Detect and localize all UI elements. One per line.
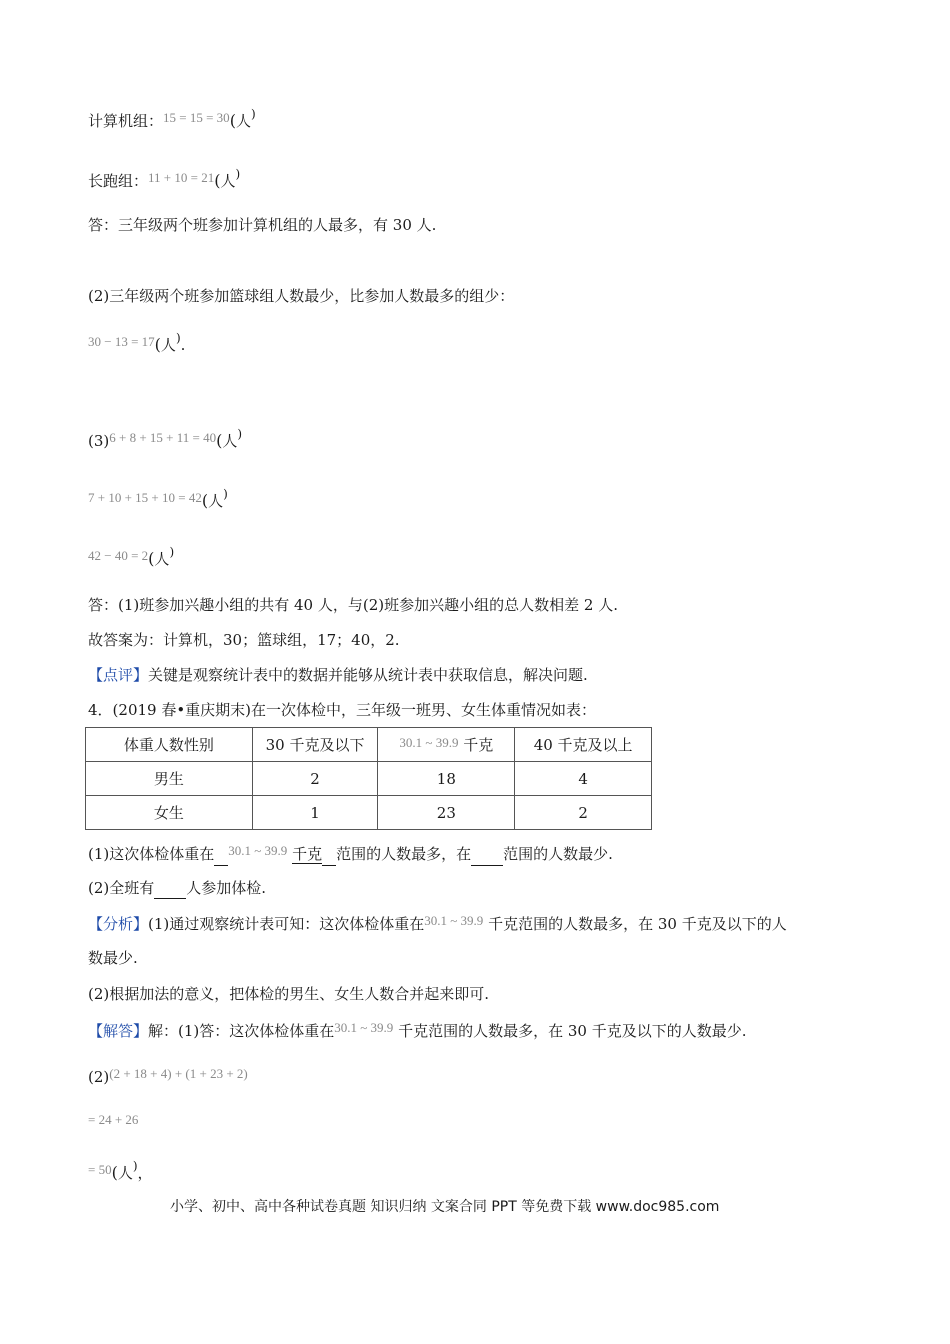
table-cell: 4 xyxy=(515,762,652,796)
answer-blank xyxy=(214,848,228,866)
table-header-cell: 30 千克及以下 xyxy=(252,728,378,762)
solution-equation-2: = 24 + 26 xyxy=(88,1112,139,1127)
answer-blank xyxy=(154,881,186,899)
line-running-group: 长跑组：11 + 10 = 21(人) xyxy=(88,167,241,190)
comment-text: 关键是观察统计表中的数据并能够从统计表中获取信息，解决问题. xyxy=(148,666,588,684)
table-cell: 23 xyxy=(378,796,515,830)
question-4-title: 4．(2019 春•重庆期末)在一次体检中，三年级一班男、女生体重情况如表： xyxy=(88,701,597,719)
table-cell: 1 xyxy=(252,796,378,830)
table-cell: 2 xyxy=(252,762,378,796)
table-row xyxy=(86,762,652,796)
table-cell: 男生 xyxy=(86,762,253,796)
solution-equation-3: = 50 xyxy=(88,1162,112,1177)
run-equation: 11 + 10 = 21 xyxy=(148,170,215,185)
part-3-eq1-line: (3)6 + 8 + 15 + 11 = 40(人) xyxy=(88,427,243,450)
part-2-text: (2)三年级两个班参加篮球组人数最少，比参加人数最多的组少： xyxy=(88,287,515,305)
table-cell: 18 xyxy=(378,762,515,796)
answer-blank xyxy=(322,848,336,866)
part-2-equation-line: 30 − 13 = 17(人). xyxy=(88,331,186,354)
solution-eq1-line: (2)(2 + 18 + 4) + (1 + 23 + 2) xyxy=(88,1066,248,1086)
computer-label: 计算机组： xyxy=(88,112,164,130)
solution-equation-1: (2 + 18 + 4) + (1 + 23 + 2) xyxy=(109,1066,248,1081)
part-3-eq3-line: 42 − 40 = 2(人) xyxy=(88,545,175,568)
part-3-equation-3: 42 − 40 = 2 xyxy=(88,548,149,563)
solution-line-1: 【解答】解：(1)答：这次体检体重在30.1 ~ 39.9 千克范围的人数最多，在 30 千克及以下的人数最少. xyxy=(88,1020,747,1040)
solution-tag: 【解答】 xyxy=(88,1022,149,1040)
computer-equation: 15 = 15 = 30 xyxy=(163,110,230,125)
weight-table xyxy=(85,727,652,830)
answer-1: 答：三年级两个班参加计算机组的人最多，有 30 人. xyxy=(88,216,437,234)
question-4-part-2: (2)全班有 人参加体检. xyxy=(88,879,267,897)
answer-3: 答：(1)班参加兴趣小组的共有 40 人，与(2)班参加兴趣小组的总人数相差 2 人. xyxy=(88,596,618,614)
analysis-line-3: (2)根据加法的意义，把体检的男生、女生人数合并起来即可. xyxy=(88,985,490,1003)
table-header-cell: 30.1 ~ 39.9 千克 xyxy=(378,728,515,762)
solution-eq2-line xyxy=(88,1112,138,1135)
final-answer: 故答案为：计算机，30；篮球组，17；40，2. xyxy=(88,631,400,649)
part-2-equation: 30 − 13 = 17 xyxy=(88,334,155,349)
answer-blank xyxy=(471,848,503,866)
analysis-line-1: 【分析】(1)通过观察统计表可知：这次体检体重在30.1 ~ 39.9 千克范围的人数最多，在 30 千克及以下的人 xyxy=(88,913,787,933)
part-3-eq2-line: 7 + 10 + 15 + 10 = 42(人) xyxy=(88,487,228,510)
table-row xyxy=(86,796,652,830)
table-header-row xyxy=(86,728,652,762)
run-label: 长跑组： xyxy=(88,172,149,190)
question-4-part-1: (1)这次体检体重在 30.1 ~ 39.9 千克 范围的人数最多，在 范围的人数最少. xyxy=(88,843,613,866)
footer-banner: 小学、初中、高中各种试卷真题 知识归纳 文案合同 PPT 等免费下载 www.doc985.com xyxy=(170,1199,720,1215)
solution-eq3-line: = 50(人)， xyxy=(88,1159,153,1182)
line-computer-group: 计算机组：15 = 15 = 30(人) xyxy=(88,107,256,130)
analysis-tag: 【分析】 xyxy=(88,915,149,933)
table-header-cell: 体重人数性别 xyxy=(86,728,253,762)
table-header-cell: 40 千克及以上 xyxy=(515,728,652,762)
table-cell: 女生 xyxy=(86,796,253,830)
analysis-line-2: 数最少. xyxy=(88,949,138,967)
comment-line xyxy=(88,664,588,686)
part-3-equation-2: 7 + 10 + 15 + 10 = 42 xyxy=(88,490,202,505)
part-3-equation-1: 6 + 8 + 15 + 11 = 40 xyxy=(109,430,217,445)
table-cell: 2 xyxy=(515,796,652,830)
comment-tag: 【点评】 xyxy=(88,666,149,684)
